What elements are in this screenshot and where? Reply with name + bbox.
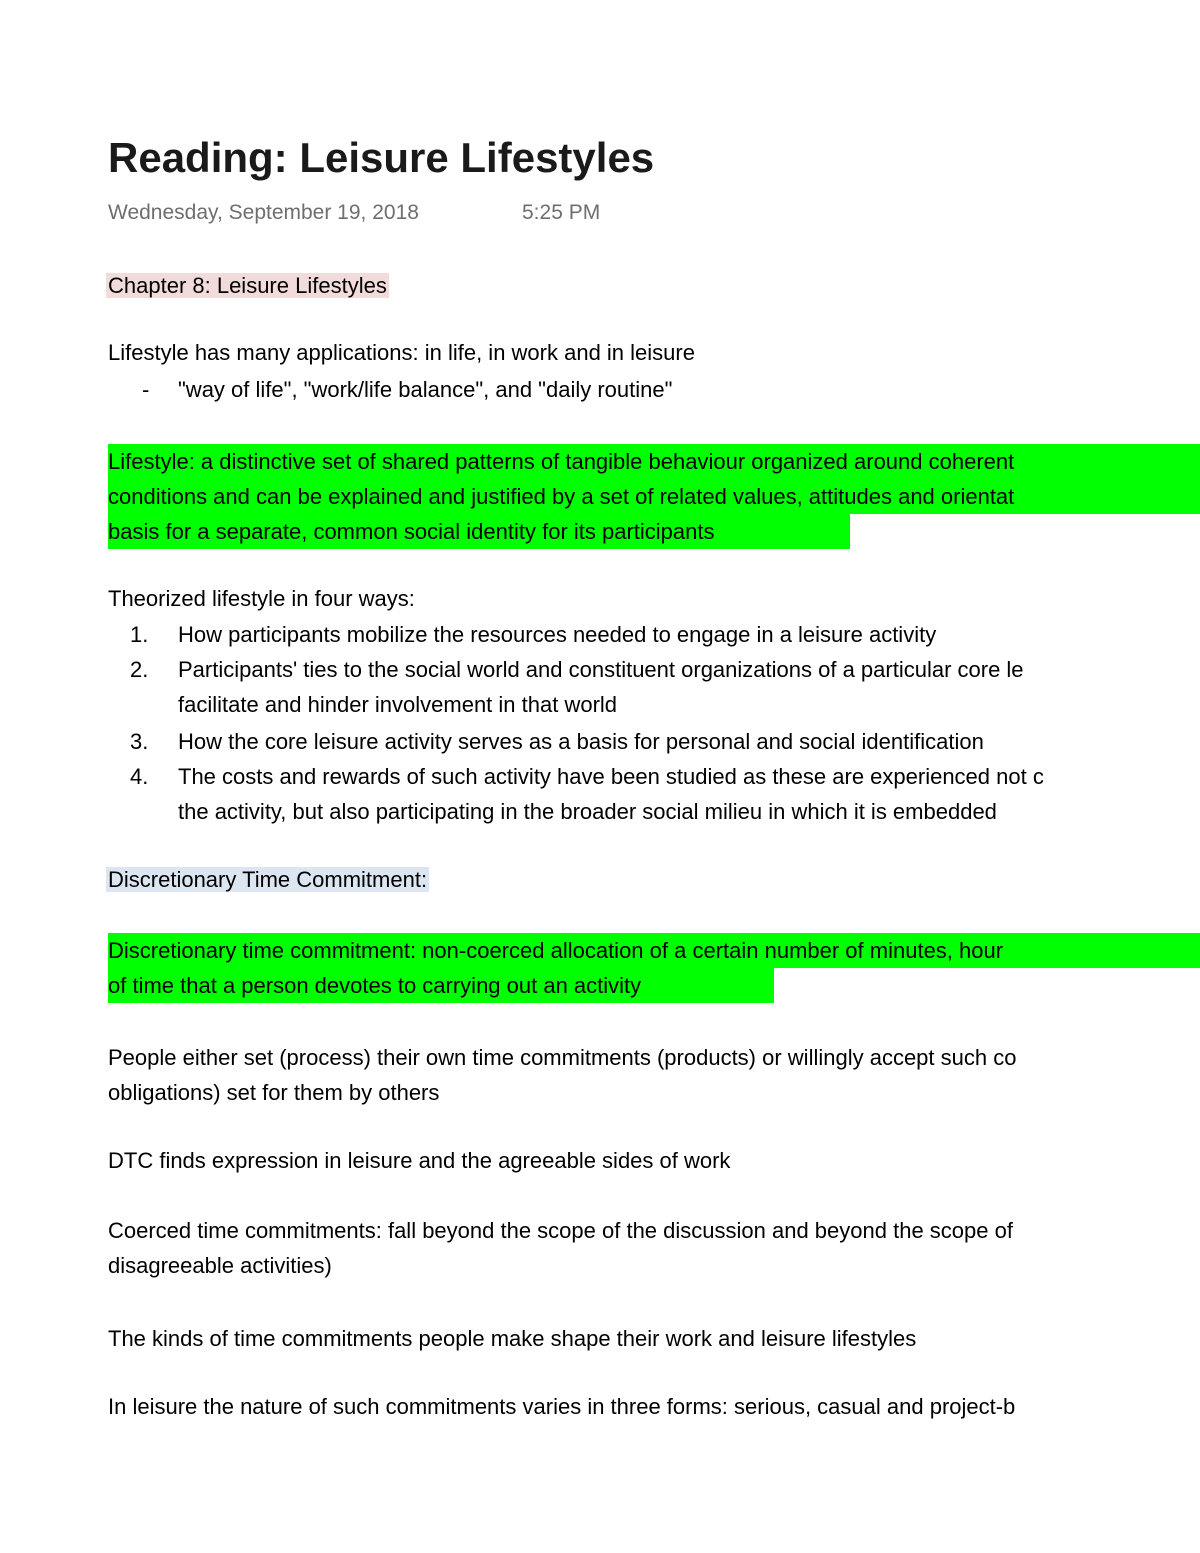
definition-line: conditions and can be explained and justified by a set of related values, attitudes and orientat [108,484,1015,509]
lifestyle-intro: Lifestyle has many applications: in life, in work and in leisure [108,340,695,365]
paragraph-line: The kinds of time commitments people make shape their work and leisure lifestyles [108,1326,917,1351]
paragraph-line: People either set (process) their own time commitments (products) or willingly accept such co [108,1045,1017,1070]
note-date: Wednesday, September 19, 2018 [108,201,419,224]
chapter-heading-text: Chapter 8: Leisure Lifestyles [108,273,387,298]
list-item-line: How participants mobilize the resources needed to engage in a leisure activity [178,622,937,647]
list-number: 1. [130,622,149,647]
note-time: 5:25 PM [522,201,601,224]
bullet-item: "way of life", "work/life balance", and "daily routine" [178,377,673,402]
definition-line: basis for a separate, common social identity for its participants [108,519,715,544]
bullet-marker: - [142,377,150,402]
list-item-line: Participants' ties to the social world and constituent organizations of a particular core le [178,657,1024,682]
dtc-definition-line: Discretionary time commitment: non-coerced allocation of a certain number of minutes, hour [108,938,1004,963]
list-item-line: The costs and rewards of such activity have been studied as these are experienced not c [178,764,1044,789]
paragraph-line: DTC finds expression in leisure and the agreeable sides of work [108,1148,731,1173]
list-item-line: facilitate and hinder involvement in that world [178,692,618,717]
dtc-definition-line: of time that a person devotes to carrying out an activity [108,973,642,998]
list-item-line: the activity, but also participating in the broader social milieu in which it is embedded [178,799,997,824]
list-number: 2. [130,657,149,682]
list-number: 3. [130,729,149,754]
page-title: Reading: Leisure Lifestyles [108,134,655,181]
paragraph-line: obligations) set for them by others [108,1080,440,1105]
dtc-heading-text: Discretionary Time Commitment: [108,867,428,892]
dtc-heading [106,862,429,897]
theorized-intro: Theorized lifestyle in four ways: [108,586,415,611]
list-item-line: How the core leisure activity serves as a basis for personal and social identification [178,729,984,754]
list-number: 4. [130,764,149,789]
paragraph-line: In leisure the nature of such commitments varies in three forms: serious, casual and project-b [108,1394,1016,1419]
chapter-heading [106,268,389,303]
paragraph-line: Coerced time commitments: fall beyond the scope of the discussion and beyond the scope of [108,1218,1013,1243]
definition-line: Lifestyle: a distinctive set of shared patterns of tangible behaviour organized around coherent [108,449,1015,474]
paragraph-line: disagreeable activities) [108,1253,332,1278]
